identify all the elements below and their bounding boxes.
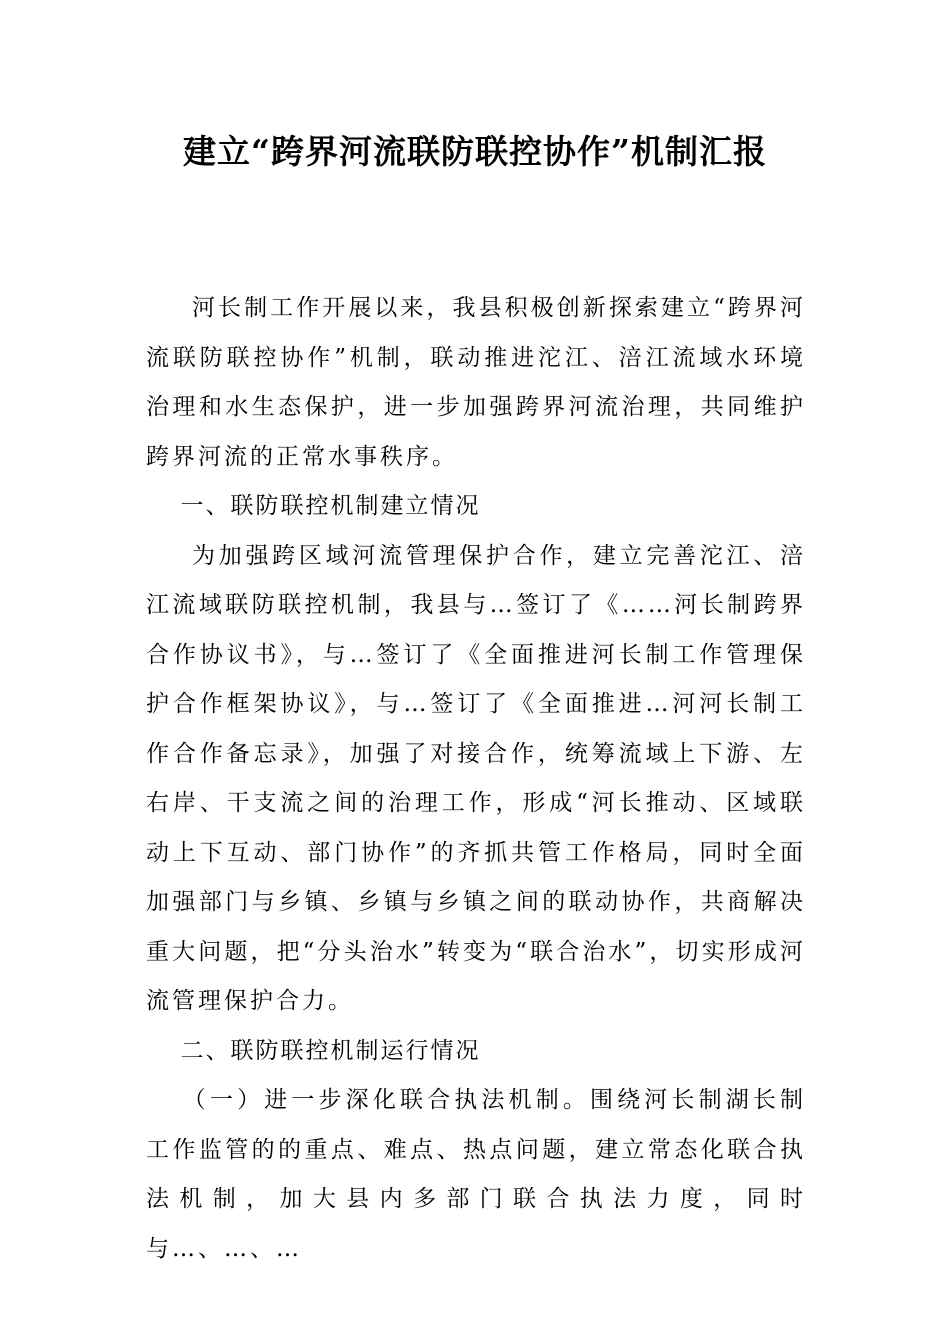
section-2-heading: 二、联防联控机制运行情况 bbox=[180, 1037, 481, 1064]
document-title: 建立“跨界河流联防联控协作”机制汇报 bbox=[183, 132, 767, 171]
section-2-paragraph: （一）进一步深化联合执法机制。围绕河长制湖长制工作监管的的重点、难点、热点问题，建立常态化联合执法机制，加大县内多部门联合执法力度，同时与…、…、… bbox=[146, 1087, 806, 1262]
section-1-paragraph: 为加强跨区域河流管理保护合作，建立完善沱江、涪江流域联防联控机制，我县与…签订了《……河长制跨界合作协议书》，与…签订了《全面推进河长制工作管理保护合作框架协议》，与…签订了《全面推进…河河长制工作合作备忘录》，加强了对接合作，统筹流域上下游、左右岸、干支流之间的治理工作，形成“河长推动、区域联动上下互动、部门协作”的齐抓共管工作格局，同时全面加强部门与乡镇、乡镇与乡镇之间的联动协作，共商解决重大问题，把“分头治水”转变为“联合治水”，切实形成河流管理保护合力。 bbox=[146, 542, 806, 1014]
intro-paragraph: 河长制工作开展以来，我县积极创新探索建立“跨界河流联防联控协作”机制，联动推进沱江、涪江流域水环境治理和水生态保护，进一步加强跨界河流治理，共同维护跨界河流的正常水事秩序。 bbox=[146, 295, 806, 470]
section-1-heading: 一、联防联控机制建立情况 bbox=[180, 493, 481, 519]
intro-block bbox=[146, 284, 806, 1274]
